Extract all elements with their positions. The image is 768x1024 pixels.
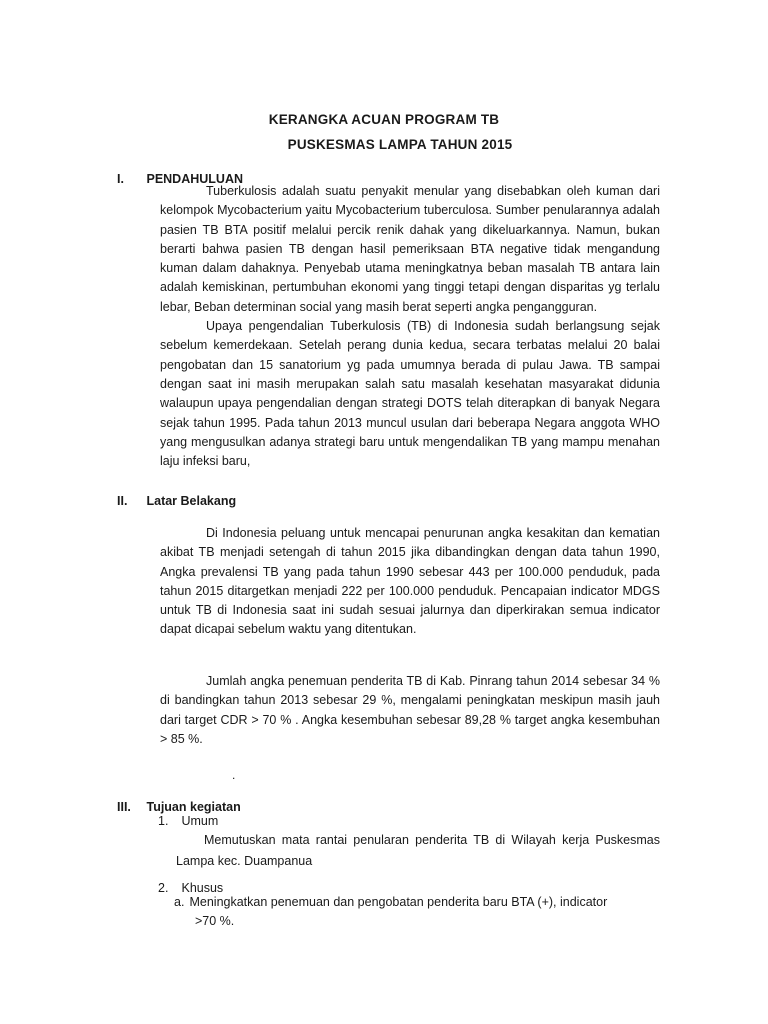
- section-number: I.: [117, 172, 124, 186]
- paragraph: Di Indonesia peluang untuk mencapai penurunan angka kesakitan dan kematian akibat TB menjadi setengah di tahun 2015 jika dibandingkan dengan data tahun 1990, Angka prevalensi TB yang pada tahun 1990 sebesar 443 per 100.000 penduduk, pada tahun 2015 ditargetkan menjadi 222 per 100.000 penduduk. Pencapaian indicator MDGS untuk TB di Indonesia saat ini sudah sesuai jalurnya dan diperkirakan semua indicator dapat dicapai sebelum waktu yang ditentukan.: [160, 526, 660, 637]
- sub-letter: a.: [174, 895, 185, 909]
- paragraph: Upaya pengendalian Tuberkulosis (TB) di Indonesia sudah berlangsung sejak sebelum kemerdekaan. Setelah perang dunia kedua, secara terbatas melalui 20 balai pengobatan dan 15 sanatorium yg pada umumnya berada di pulau Jawa. TB sampai dengan saat ini masih merupakan salah satu masalah kesehatan masyarakat didunia walaupun upaya pengendalian dengan strategi DOTS telah diterapkan di banyak Negara sejak tahun 1995. Pada tahun 2013 muncul usulan dari beberapa Negara anggota WHO yang mengusulkan adanya strategi baru untuk mengendalikan TB yang mampu menahan laju infeksi baru,: [160, 319, 660, 469]
- list-label: Umum: [181, 814, 219, 828]
- section-title: PENDAHULUAN: [146, 172, 244, 186]
- document-title-line1: KERANGKA ACUAN PROGRAM TB: [268, 112, 500, 127]
- stray-mark: .: [232, 768, 236, 782]
- section-body-latar-belakang-p1: [160, 524, 660, 640]
- section-heading-tujuan-kegiatan: [117, 800, 241, 814]
- list-subitem-a: [174, 895, 607, 909]
- paragraph: Tuberkulosis adalah suatu penyakit menular yang disebabkan oleh kuman dari kelompok Mycobacterium yaitu Mycobacterium tuberculosa. Sumber penularannya adalah pasien TB BTA positif melalui percik renik dahak yang dikeluarkannya. Namun, bukan berarti bahwa pasien TB dengan hasil pemeriksaan BTA negative tidak mengandung kuman dalam dahaknya. Penyebab utama meningkatnya beban masalah TB antara lain adalah kemiskinan, pertumbuhan ekonomi yang tinggi tetapi dengan disparitas yg terlalu lebar, Beban determinan social yang masih berat seperti angka pengangguran.: [160, 184, 660, 314]
- document-title-line2: PUSKESMAS LAMPA TAHUN 2015: [287, 137, 513, 152]
- paragraph: Jumlah angka penemuan penderita TB di Kab. Pinrang tahun 2014 sebesar 34 % di bandingkan tahun 2013 sebesar 29 %, mengalami peningkatan meskipun masih jauh dari target CDR > 70 % . Angka kesembuhan sebesar 89,28 % target angka kesembuhan > 85 %.: [160, 674, 660, 746]
- list-subitem-a-continuation: >70 %.: [195, 914, 235, 928]
- section-body-pendahuluan: [160, 182, 660, 471]
- section-heading-latar-belakang: [117, 494, 236, 508]
- list-item-umum: [158, 814, 218, 828]
- list-item-khusus: [158, 881, 223, 895]
- sub-text: Meningkatkan penemuan dan pengobatan penderita baru BTA (+), indicator: [189, 895, 608, 909]
- list-item-umum-text: [176, 830, 660, 872]
- section-body-latar-belakang-p2: [160, 672, 660, 749]
- section-title: Latar Belakang: [146, 494, 237, 508]
- section-number: III.: [117, 800, 131, 814]
- list-number: 1.: [158, 814, 169, 828]
- list-number: 2.: [158, 881, 169, 895]
- section-title: Tujuan kegiatan: [146, 800, 241, 814]
- section-number: II.: [117, 494, 128, 508]
- paragraph: Memutuskan mata rantai penularan penderita TB di Wilayah kerja Puskesmas Lampa kec. Duampanua: [176, 833, 660, 868]
- list-label: Khusus: [181, 881, 224, 895]
